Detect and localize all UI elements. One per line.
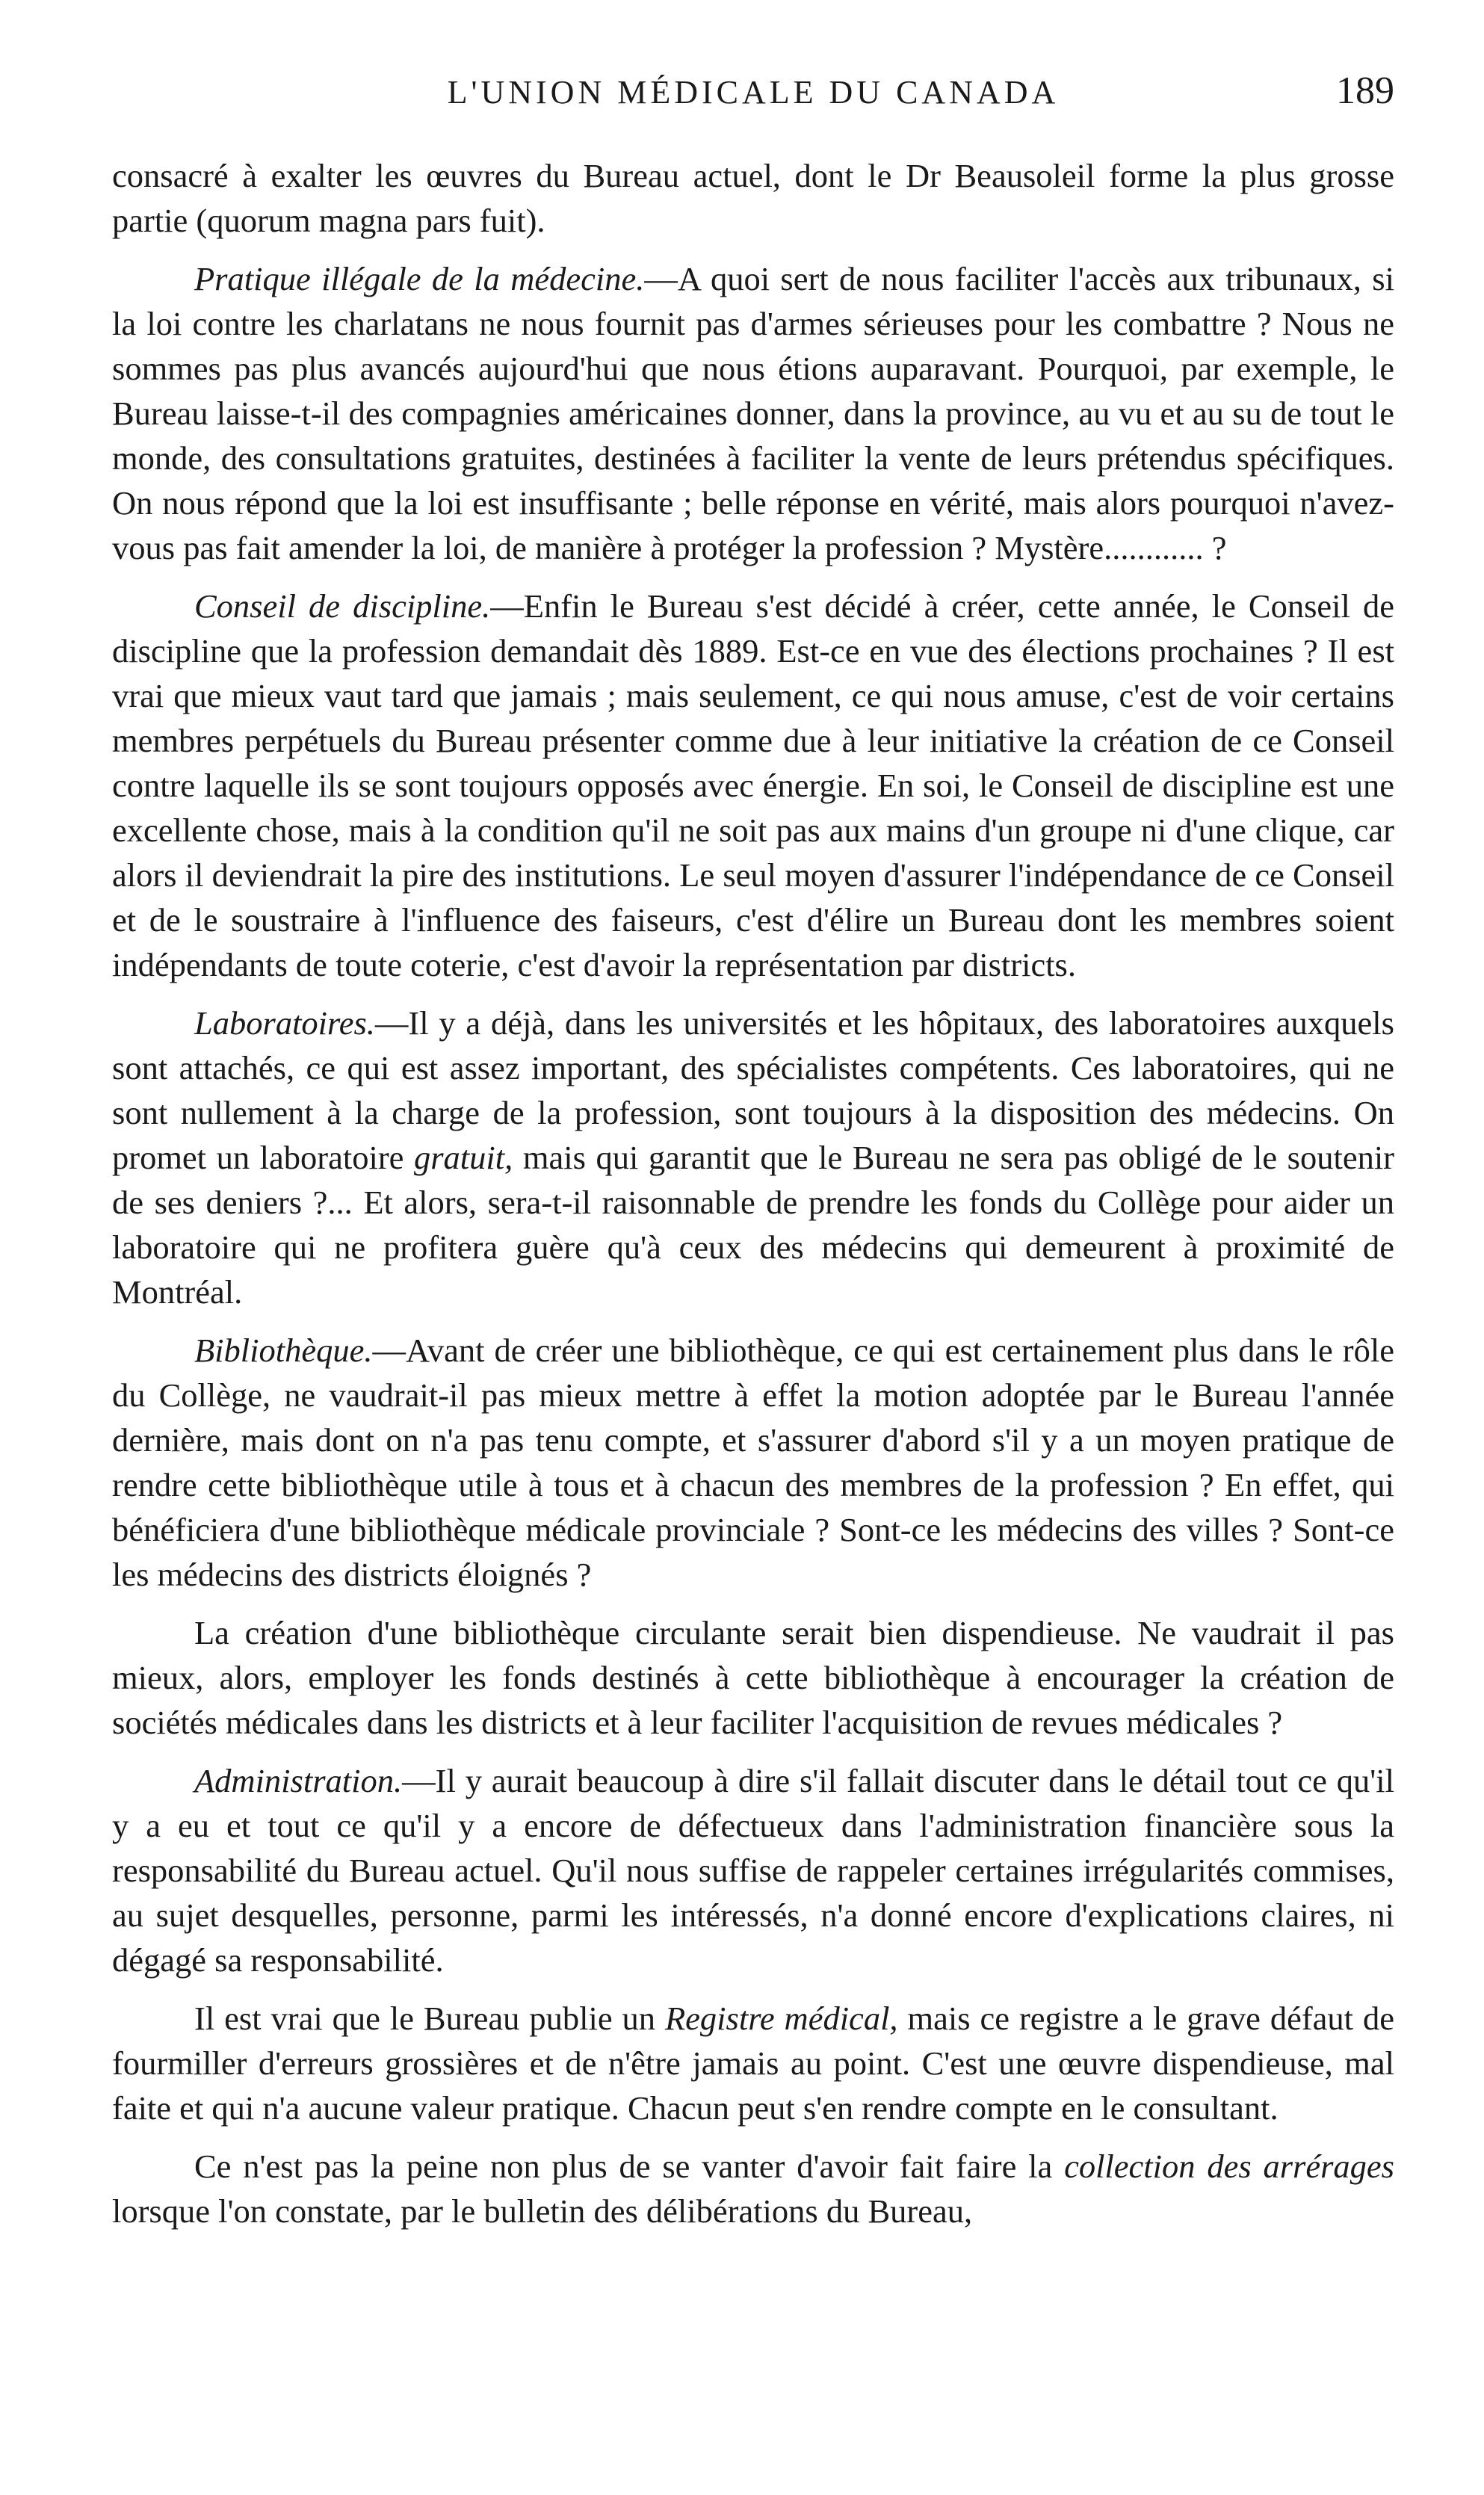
paragraph-continuation — [112, 153, 1394, 243]
paragraph-administration — [112, 1758, 1394, 1982]
paragraph-bibliotheque — [112, 1328, 1394, 1597]
paragraph-bibliotheque-circulante — [112, 1610, 1394, 1745]
paragraph-registre-medical — [112, 1996, 1394, 2130]
section-rubric: Administration. — [194, 1762, 403, 1799]
section-rubric: Laboratoires. — [194, 1004, 375, 1042]
paragraph-text: —Il y a déjà, dans les universités et les hôpitaux, des laboratoires auxquels sont attachés, ce qui est assez important, des spécialistes compétents. Ces laboratoires, qui ne sont nullement à la charge de la profession, sont toujours à la disposition des médecins. On promet un laboratoire — [112, 1004, 1394, 1176]
emphasis-text: collection des arrérages — [1064, 2148, 1394, 2185]
paragraph-text: consacré à exalter les œuvres du Bureau actuel, dont le Dr Beausoleil forme la plus grosse partie (quorum magna pars fuit). — [112, 157, 1394, 239]
page-header — [112, 69, 1394, 126]
article-body — [112, 153, 1394, 2233]
paragraph-text: mais qui garantit que le Bureau ne sera pas obligé de le soutenir de ses deniers ?... Et alors, sera-t-il raisonnable de prendre les fonds du Collège pour aider un laboratoire qui ne profitera guère qu'à ceux des médecins qui demeurent à proximité de Montréal. — [112, 1139, 1395, 1311]
emphasis-text: Registre médical, — [664, 2000, 898, 2037]
page-number: 189 — [1336, 69, 1394, 112]
paragraph-text: Il est vrai que le Bureau publie un — [194, 2000, 665, 2037]
paragraph-text: —Il y aurait beaucoup à dire s'il fallait discuter dans le détail tout ce qu'il y a eu et tout ce qu'il y a encore de défectueux dans l'administration financière sous la responsabilité du Bureau actuel. Qu'il nous suffise de rappeler certaines irrégularités commises, au sujet desquelles, personne, parmi les intéressés, n'a donné encore d'explications claires, ni dégagé sa responsabilité. — [112, 1762, 1394, 1979]
paragraph-conseil-discipline — [112, 584, 1394, 987]
paragraph-pratique-illegale — [112, 256, 1394, 570]
paragraph-text: —Enfin le Bureau s'est décidé à créer, cette année, le Conseil de discipline que la profession demandait dès 1889. Est-ce en vue des élections prochaines ? Il est vrai que mieux vaut tard que jamais ; mais seulement, ce qui nous amuse, c'est de voir certains membres perpétuels du Bureau présenter comme due à leur initiative la création de ce Conseil contre laquelle ils se sont toujours opposés avec énergie. En soi, le Conseil de discipline est une excellente chose, mais à la condition qu'il ne soit pas aux mains d'un groupe ni d'une clique, car alors il deviendrait la pire des institutions. Le seul moyen d'assurer l'indépendance de ce Conseil et de le soustraire à l'influence des faiseurs, c'est d'élire un Bureau dont les membres soient indépendants de toute coterie, c'est d'avoir la représentation par districts. — [112, 587, 1394, 983]
paragraph-text: lorsque l'on constate, par le bulletin des délibérations du Bureau, — [112, 2192, 973, 2230]
paragraph-text: La création d'une bibliothèque circulante serait bien dispendieuse. Ne vaudrait il pas mieux, alors, employer les fonds destinés à cette bibliothèque à encourager la création de sociétés médicales dans les districts et à leur faciliter l'acquisition de revues médicales ? — [112, 1614, 1394, 1741]
paragraph-arrerages — [112, 2144, 1394, 2233]
section-rubric: Conseil de discipline. — [194, 587, 491, 625]
emphasis-text: gratuit, — [413, 1139, 513, 1176]
paragraph-laboratoires — [112, 1001, 1394, 1314]
paragraph-text: Ce n'est pas la peine non plus de se vanter d'avoir fait faire la — [194, 2148, 1065, 2185]
section-rubric: Bibliothèque. — [194, 1332, 373, 1369]
paragraph-text: —A quoi sert de nous faciliter l'accès aux tribunaux, si la loi contre les charlatans ne nous fournit pas d'armes sérieuses pour les combattre ? Nous ne sommes pas plus avancés aujourd'hui que nous étions auparavant. Pourquoi, par exemple, le Bureau laisse-t-il des compagnies américaines donner, dans la province, au vu et au su de tout le monde, des consultations gratuites, destinées à faciliter la vente de leurs prétendus spécifiques. On nous répond que la loi est insuffisante ; belle réponse en vérité, mais alors pourquoi n'avez-vous pas fait amender la loi, de manière à protéger la profession ? Mystère............ ? — [112, 260, 1394, 566]
running-title: L'UNION MÉDICALE DU CANADA — [447, 74, 1060, 111]
paragraph-text: —Avant de créer une bibliothèque, ce qui est certainement plus dans le rôle du Collège, ne vaudrait-il pas mieux mettre à effet la motion adoptée par le Bureau l'année dernière, mais dont on n'a pas tenu compte, et s'assurer d'abord s'il y a un moyen pratique de rendre cette bibliothèque utile à tous et à chacun des membres de la profession ? En effet, qui bénéficiera d'une bibliothèque médicale provinciale ? Sont-ce les médecins des villes ? Sont-ce les médecins des districts éloignés ? — [112, 1332, 1394, 1593]
section-rubric: Pratique illégale de la médecine. — [194, 260, 645, 297]
paragraph-text: mais ce registre a le grave défaut de fourmiller d'erreurs grossières et de n'être jamais au point. C'est une œuvre dispendieuse, mal faite et qui n'a aucune valeur pratique. Chacun peut s'en rendre compte en le consultant. — [112, 2000, 1394, 2127]
